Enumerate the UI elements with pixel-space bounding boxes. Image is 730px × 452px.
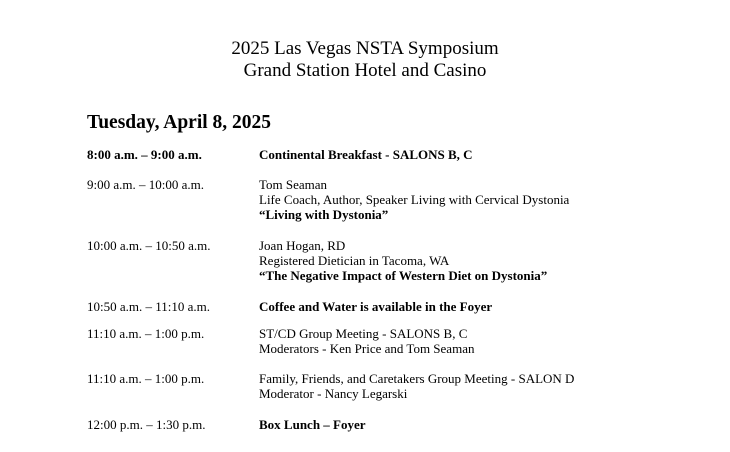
entry-time: 10:00 a.m. – 10:50 a.m. [87,238,211,253]
document-header [0,38,730,82]
talk-title: “The Negative Impact of Western Diet on Dystonia” [259,268,548,283]
entry-time: 11:10 a.m. – 1:00 p.m. [87,326,205,341]
entry-details [259,177,719,222]
entry-time: 10:50 a.m. – 11:10 a.m. [87,299,211,314]
entry-title: ST/CD Group Meeting - SALONS B, C [259,326,468,341]
entry-time: 8:00 a.m. – 9:00 a.m. [87,147,202,162]
entry-time: 12:00 p.m. – 1:30 p.m. [87,417,206,432]
entry-details [259,371,719,401]
entry-details [259,299,719,314]
entry-title: Coffee and Water is available in the Foyer [259,299,493,314]
entry-moderators: Moderator - Nancy Legarski [259,386,408,401]
entry-time: 11:10 a.m. – 1:00 p.m. [87,371,205,386]
venue-name: Grand Station Hotel and Casino [243,60,487,81]
entry-details [259,417,719,432]
talk-title: “Living with Dystonia” [259,207,389,222]
entry-moderators: Moderators - Ken Price and Tom Seaman [259,341,475,356]
entry-time: 9:00 a.m. – 10:00 a.m. [87,177,204,192]
speaker-description: Life Coach, Author, Speaker Living with Cervical Dystonia [259,192,570,207]
speaker-description: Registered Dietician in Tacoma, WA [259,253,450,268]
day-heading: Tuesday, April 8, 2025 [87,112,272,133]
speaker-name: Joan Hogan, RD [259,238,346,253]
entry-title: Continental Breakfast - SALONS B, C [259,147,473,162]
entry-details [259,238,719,283]
entry-title: Family, Friends, and Caretakers Group Meeting - SALON D [259,371,575,386]
entry-title: Box Lunch – Foyer [259,417,366,432]
speaker-name: Tom Seaman [259,177,328,192]
symposium-title: 2025 Las Vegas NSTA Symposium [231,38,499,59]
entry-details [259,147,719,162]
entry-details [259,326,719,356]
